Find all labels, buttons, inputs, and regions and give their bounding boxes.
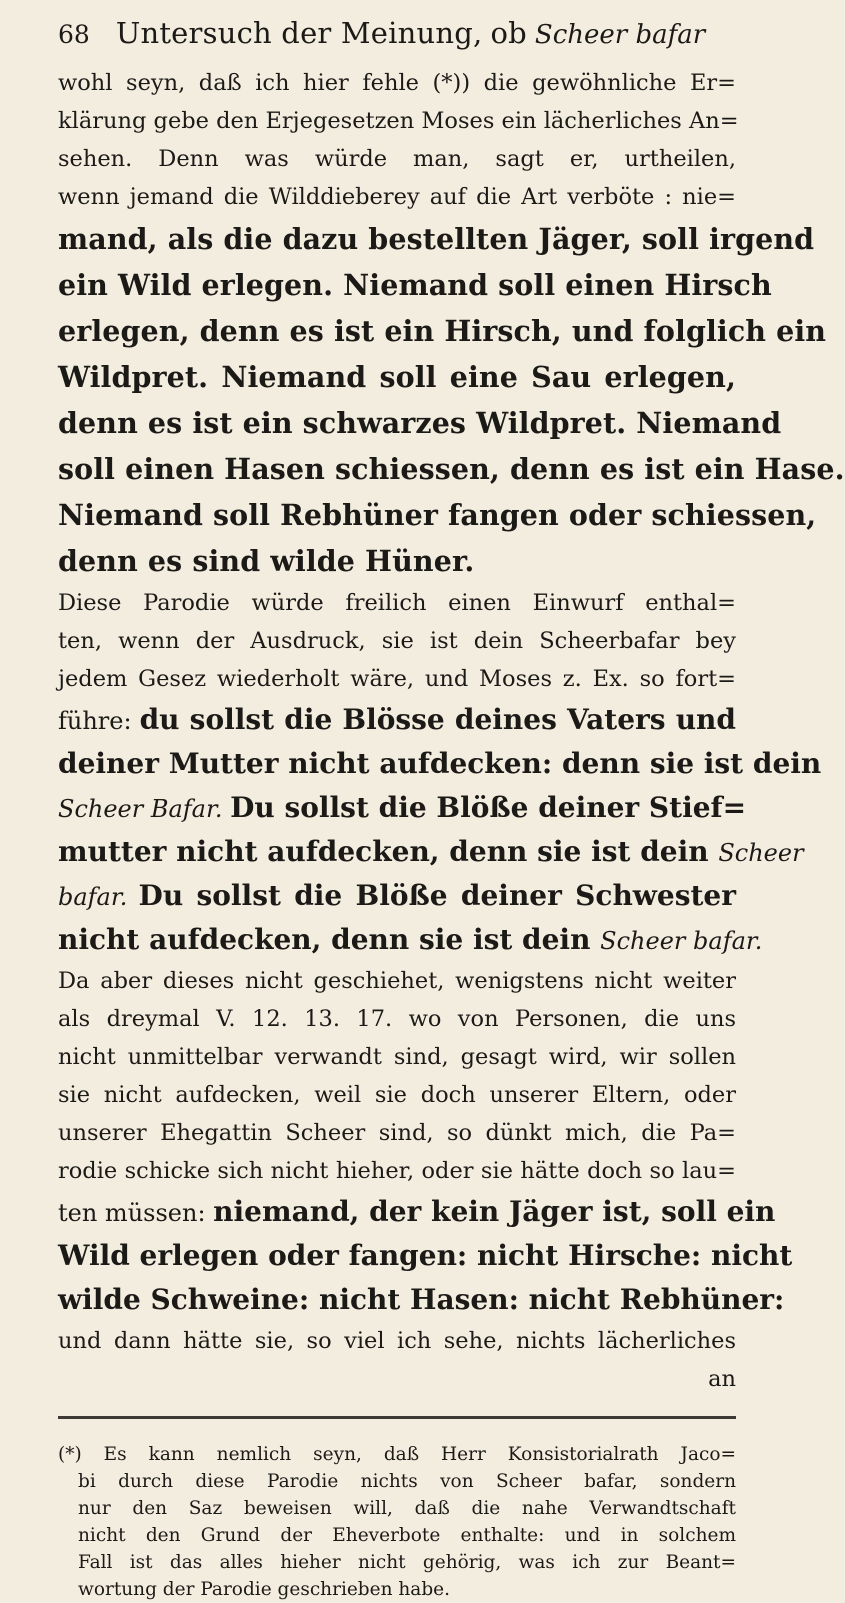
text-run: erlegen, denn es ist ein Hirsch, und folglich ein [58,314,827,348]
text-line [58,1000,736,1038]
text-line [58,1234,793,1278]
text-line [58,584,736,622]
text-run: Niemand soll Rebhüner fangen oder schiessen, [58,498,817,532]
body-text [58,64,845,1398]
text-line [58,1278,785,1322]
text-line [58,1190,776,1234]
text-run: Da aber dieses nicht geschiehet, wenigstens nicht weiter [58,968,736,994]
text-line [58,1076,736,1114]
text-line [58,308,827,354]
text-run: niemand, der kein Jäger ist, soll ein [213,1195,776,1228]
text-line [58,446,845,492]
text-run: klärung gebe den Erjegesetzen Moses ein lächerliches An= [58,108,739,134]
text-run: jedem Gesez wiederholt wäre, und Moses z. Ex. so fort= [58,666,736,692]
text-line [58,538,736,584]
text-run: wenn jemand die Wilddieberey auf die Art verböte : nie= [58,184,736,210]
text-run: unserer Ehegattin Scheer sind, so dünkt mich, die Pa= [58,1120,736,1146]
text-line [58,918,763,962]
text-line [58,660,736,698]
text-run: denn es sind wilde Hüner. [58,544,475,578]
text-line [58,1038,736,1076]
text-line [58,622,736,660]
footnote-divider [58,1416,736,1419]
text-run: wilde Schweine: nicht Hasen: nicht Rebhüner: [58,1283,785,1316]
text-run: bafar. [58,883,139,911]
text-run: mutter nicht aufdecken, denn sie ist dein [58,835,719,868]
text-run: ten müssen: [58,1199,214,1227]
text-line [58,262,772,308]
text-run: nicht aufdecken, denn sie ist dein [58,923,601,956]
text-run: und dann hätte sie, so viel ich sehe, nichts lächerliches [58,1328,736,1354]
footnote [58,1441,736,1603]
text-run: an [708,1366,736,1392]
text-line [58,354,736,400]
text-line [58,830,804,874]
footnote-line: bi durch diese Parodie nichts von Scheer bafar, sondern [78,1471,736,1492]
text-line [58,178,736,216]
footnote-line: nur den Saz beweisen will, daß die nahe Verwandtschaft [78,1498,736,1519]
text-run: als dreymal V. 12. 13. 17. wo von Personen, die uns [58,1006,736,1032]
text-run: Scheer Bafar. [58,795,231,823]
text-line [58,962,736,1000]
text-run: soll einen Hasen schiessen, denn es ist ein Hase. [58,452,845,486]
running-title-tail: ob [490,16,527,50]
text-line [58,786,747,830]
text-run: Du sollst die Blöße deiner Stief= [230,791,747,824]
text-line [58,874,736,918]
text-run: ten, wenn der Ausdruck, sie ist dein Scheerbafar bey [58,628,736,654]
text-line [58,1114,736,1152]
footnote-line: Fall ist das alles hieher nicht gehörig, was ich zur Beant= [78,1552,736,1573]
text-line [58,698,736,742]
text-run: Diese Parodie würde freilich einen Einwurf enthal= [58,590,736,616]
text-run: rodie schicke sich nicht hieher, oder sie hätte doch so lau= [58,1158,736,1184]
text-run: deiner Mutter nicht aufdecken: denn sie ist dein [58,747,822,780]
footnote-line: wortung der Parodie geschrieben habe. [78,1579,451,1600]
text-line [58,1360,736,1398]
text-run: nicht unmittelbar verwandt sind, gesagt wird, wir sollen [58,1044,736,1070]
text-run: Scheer [718,839,804,867]
running-title-latin: Scheer bafar [534,20,706,50]
text-line [58,1322,736,1360]
text-run: Wild erlegen oder fangen: nicht Hirsche: nicht [58,1239,793,1272]
text-run: Scheer bafar. [600,927,763,955]
text-run: Wildpret. Niemand soll eine Sau erlegen, [58,360,736,394]
text-run: ein Wild erlegen. Niemand soll einen Hirsch [58,268,772,302]
text-run: wohl seyn, daß ich hier fehle (*)) die gewöhnliche Er= [58,70,736,96]
text-run: Du sollst die Blöße deiner Schwester [138,879,736,912]
text-run: mand, als die dazu bestellten Jäger, soll irgend [58,222,815,256]
text-line [58,400,782,446]
text-run: sehen. Denn was würde man, sagt er, urtheilen, [58,146,736,172]
footnote-line: nicht den Grund der Eheverbote enthalte: und in solchem [78,1525,736,1546]
text-line [58,140,736,178]
text-line [58,64,736,102]
text-line [58,492,817,538]
footnote-line: (*) Es kann nemlich seyn, daß Herr Konsistorialrath Jaco= [58,1444,736,1465]
text-run: führe: [58,707,140,735]
text-run: denn es ist ein schwarzes Wildpret. Niemand [58,406,782,440]
text-line [58,102,739,140]
text-line [58,742,822,786]
text-line [58,1152,736,1190]
text-line [58,216,815,262]
text-run: sie nicht aufdecken, weil sie doch unserer Eltern, oder [58,1082,736,1108]
running-title: Untersuch der Meinung, [115,16,483,50]
text-run: du sollst die Blösse deines Vaters und [139,703,736,736]
running-header [58,14,736,54]
page-number: 68 [58,20,90,49]
